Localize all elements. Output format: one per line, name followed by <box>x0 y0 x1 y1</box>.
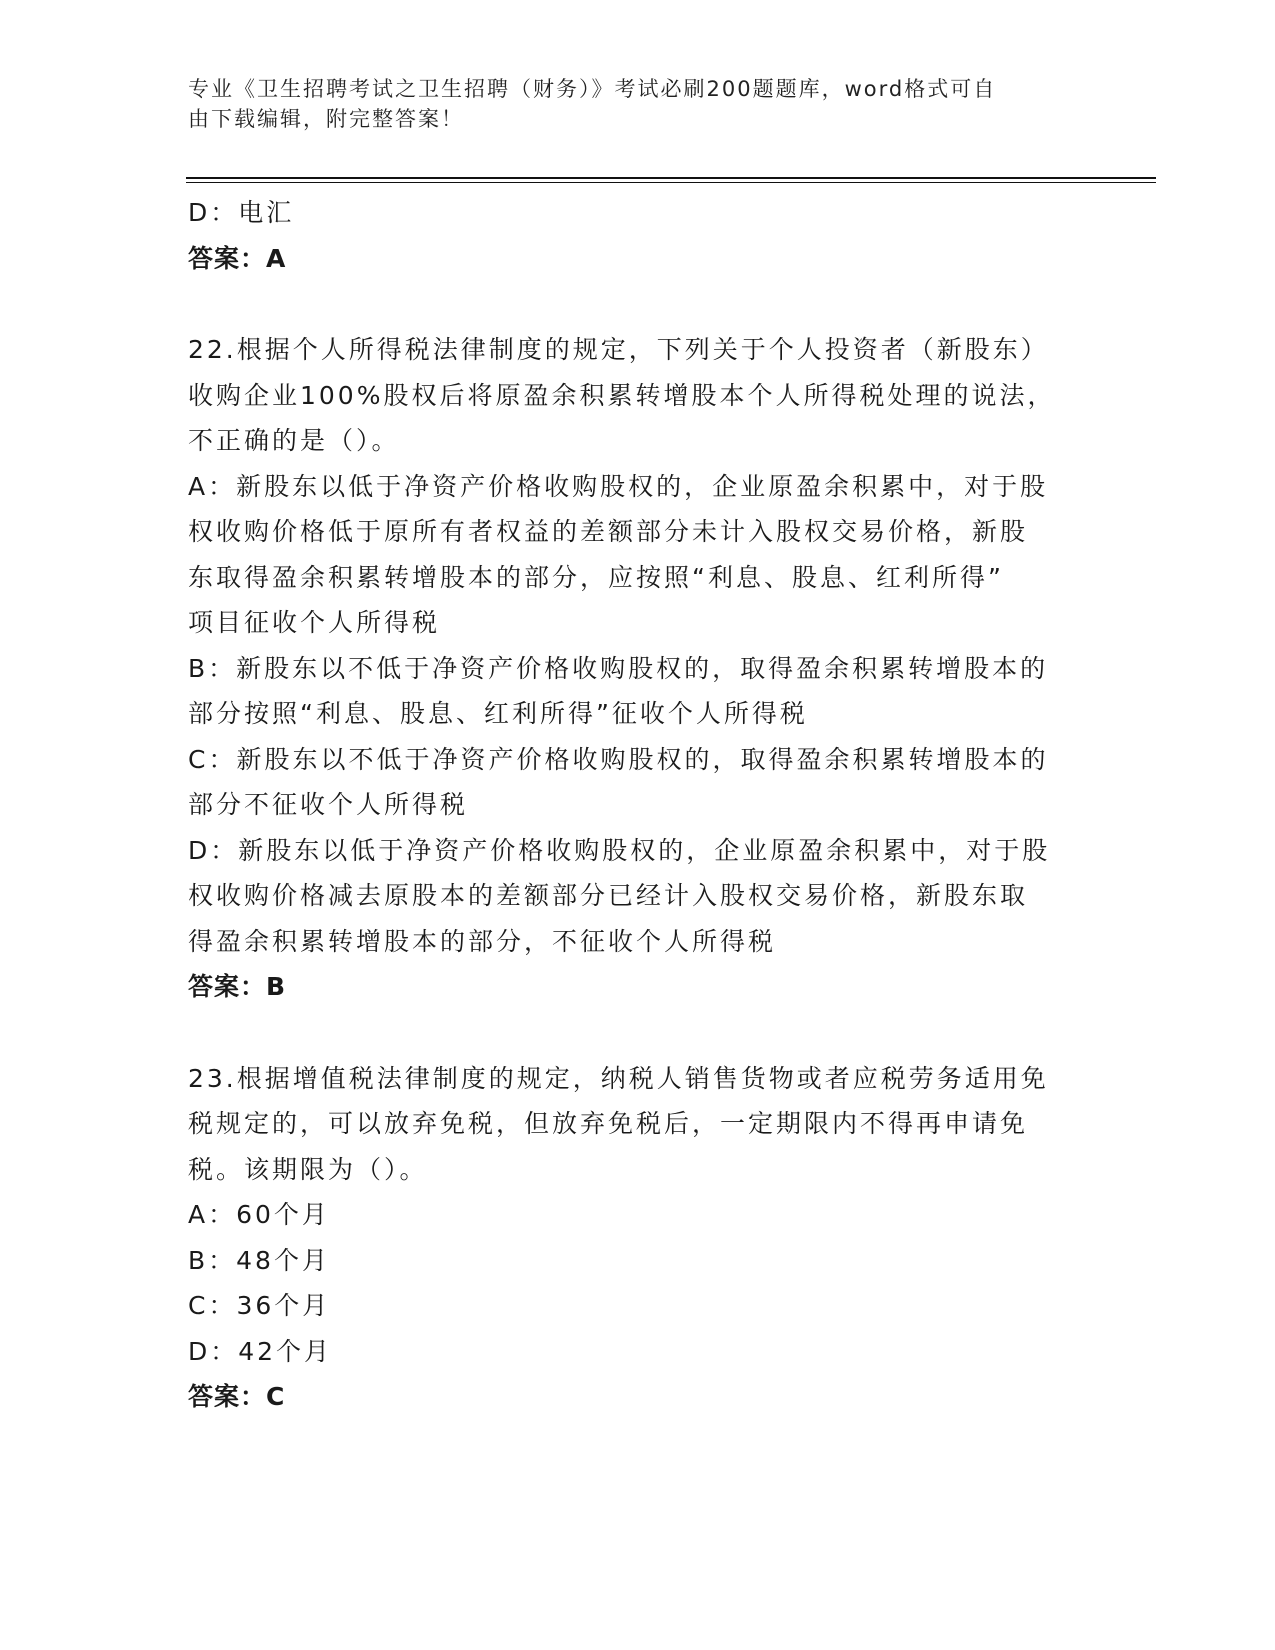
q23-option-b: B：48个月 <box>188 1245 330 1275</box>
prev-answer: 答案：A <box>188 243 287 273</box>
q23-option-d: D：42个月 <box>188 1336 333 1366</box>
header-line-1: 专业《卫生招聘考试之卫生招聘（财务）》考试必刷200题题库，word格式可自 <box>188 77 997 101</box>
question-gap <box>188 1010 1088 1056</box>
q22-option-d-line: 得盈余积累转增股本的部分，不征收个人所得税 <box>188 926 777 956</box>
q22-option-b-line: 部分按照“利息、股息、红利所得”征收个人所得税 <box>188 699 808 728</box>
q22-option-d-line: 权收购价格减去原股本的差额部分已经计入股权交易价格，新股东取 <box>188 881 1029 910</box>
q22-option-b-line: B：新股东以不低于净资产价格收购股权的，取得盈余积累转增股本的 <box>188 653 1049 683</box>
q22-option-a-line: 权收购价格低于原所有者权益的差额部分未计入股权交易价格，新股 <box>188 517 1029 546</box>
q23-answer: 答案：C <box>188 1382 286 1411</box>
q22-option-c-line: 部分不征收个人所得税 <box>188 790 469 819</box>
q23-stem-line: 税。该期限为（）。 <box>188 1154 428 1184</box>
q22-stem-line: 不正确的是（）。 <box>188 426 400 455</box>
question-23 <box>188 1056 1088 1420</box>
q22-stem-line: 收购企业100%股权后将原盈余积累转增股本个人所得税处理的说法， <box>188 380 1056 410</box>
q23-stem-line: 23.根据增值税法律制度的规定，纳税人销售货物或者应税劳务适用免 <box>188 1063 1049 1093</box>
q22-option-a-line: 东取得盈余积累转增股本的部分，应按照“利息、股息、红利所得” <box>188 562 1004 592</box>
q22-option-a-line: 项目征收个人所得税 <box>188 608 441 637</box>
header-divider-thick <box>186 177 1156 179</box>
document-body <box>188 190 1088 1420</box>
q22-option-a-line: A：新股东以低于净资产价格收购股权的，企业原盈余积累中，对于股 <box>188 471 1049 501</box>
prev-question <box>188 190 1088 281</box>
question-gap <box>188 281 1088 327</box>
q23-stem-line: 税规定的，可以放弃免税，但放弃免税后，一定期限内不得再申请免 <box>188 1109 1029 1138</box>
page-header <box>188 74 1088 134</box>
q22-option-c-line: C：新股东以不低于净资产价格收购股权的，取得盈余积累转增股本的 <box>188 744 1049 774</box>
q22-option-d-line: D：新股东以低于净资产价格收购股权的，企业原盈余积累中，对于股 <box>188 835 1051 865</box>
q23-option-c: C：36个月 <box>188 1291 331 1320</box>
prev-option-d: D：电汇 <box>188 198 295 227</box>
q23-option-a: A：60个月 <box>188 1200 330 1229</box>
header-divider-thin <box>186 182 1156 183</box>
q22-stem-line: 22.根据个人所得税法律制度的规定，下列关于个人投资者（新股东） <box>188 335 1049 364</box>
question-22 <box>188 327 1088 1010</box>
header-line-2: 由下载编辑，附完整答案！ <box>188 107 464 131</box>
q22-answer: 答案：B <box>188 972 287 1001</box>
